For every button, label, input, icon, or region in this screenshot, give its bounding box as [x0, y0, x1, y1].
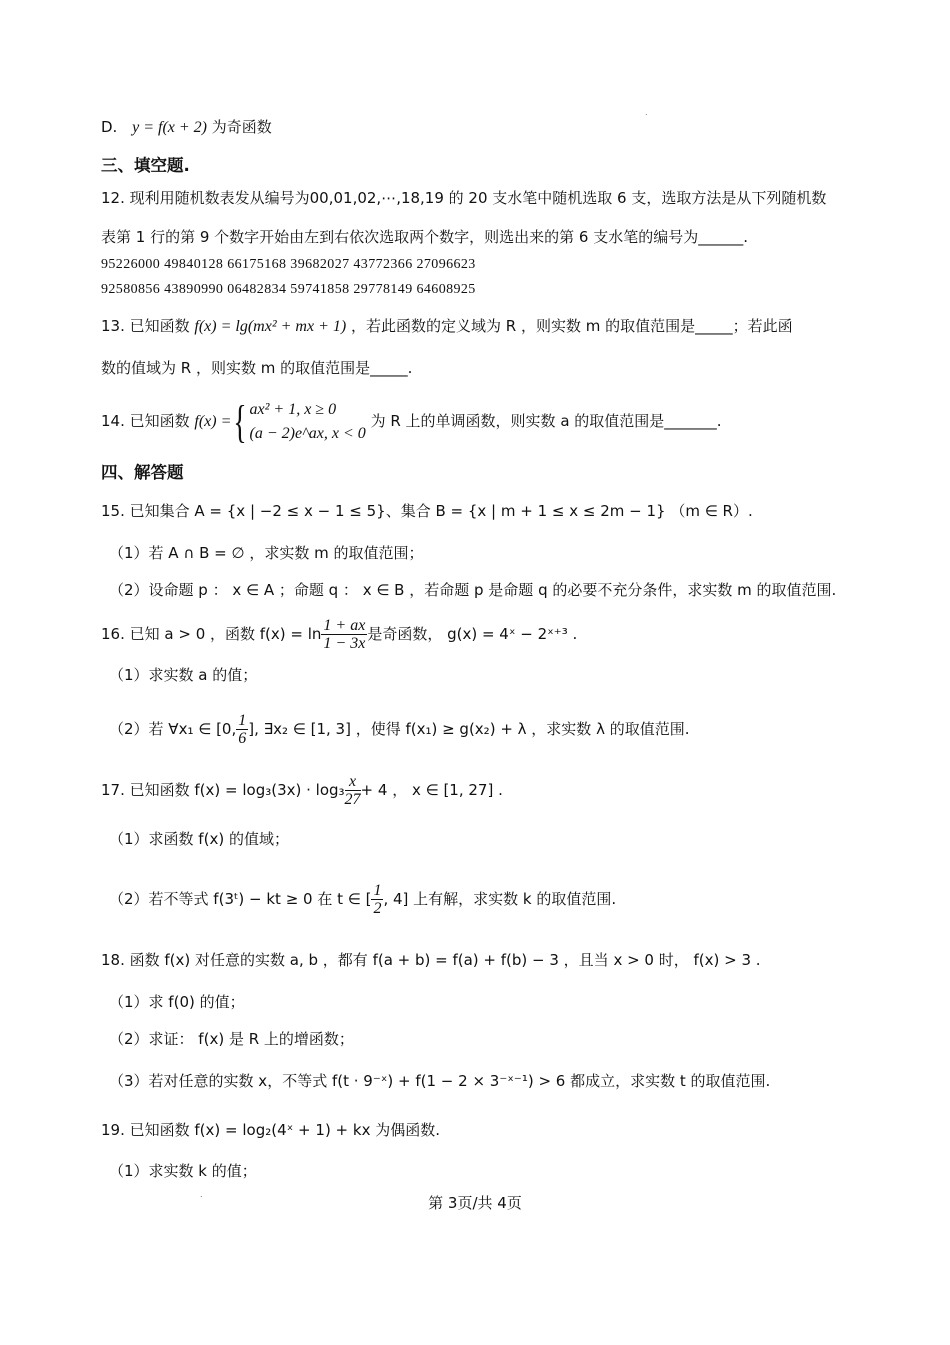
q17-prefix: 17. 已知函数 f(x) = log₃(3x) · log₃: [101, 781, 345, 799]
option-d: [101, 117, 272, 138]
q16-sub1: （1）求实数 a 的值；: [109, 666, 258, 684]
q17-sub2: [109, 879, 616, 919]
q16-sub2-b: ], ∃x₂ ∈ [1, 3] ，使得 f(x₁) ≥ g(x₂) + λ ，求实数 λ 的取值范围.: [248, 720, 690, 738]
q17-numerator: x: [345, 773, 361, 791]
piecewise-case-1: ax² + 1, x ≥ 0: [249, 400, 337, 418]
stray-dot-2: .: [200, 1190, 203, 1199]
q14-suffix: 为 R 上的单调函数，则实数 a 的取值范围是_______.: [370, 412, 722, 430]
q16-line: [101, 614, 577, 654]
q13-prefix: 13. 已知函数: [101, 317, 190, 335]
q18-sub2: （2）求证： f(x) 是 R 上的增函数；: [109, 1030, 354, 1048]
option-label: D.: [101, 118, 118, 136]
q16-prefix: 16. 已知 a > 0 ，函数 f(x) = ln: [101, 625, 322, 643]
q16-sub2-numerator: 1: [238, 712, 247, 729]
q17-sub2-fraction: [371, 882, 383, 917]
random-table-row-2: 92580856 43890990 06482834 59741858 29778149 64608925: [101, 282, 476, 297]
piecewise-cases: [250, 398, 366, 446]
q17-sub2-numerator: 1: [373, 882, 382, 899]
q17-suffix: + 4 ， x ∈ [1, 27] .: [360, 781, 503, 799]
q12-line1: 12. 现利用随机数表发从编号为00,01,02,⋯,18,19 的 20 支水笔中随机选取 6 支，选取方法是从下列随机数: [101, 189, 827, 207]
q12-line2: 表第 1 行的第 9 个数字开始由左到右依次选取两个数字，则选出来的第 6 支水笔的编号为______.: [101, 228, 749, 246]
section-heading-fill-blank: 三、填空题.: [101, 156, 190, 175]
q15-line: 15. 已知集合 A = {x | −2 ≤ x − 1 ≤ 5}、集合 B = {x | m + 1 ≤ x ≤ 2m − 1} （m ∈ R）.: [101, 502, 753, 520]
q17-denominator: 27: [344, 791, 361, 808]
q13-line1: [101, 316, 793, 337]
stray-dot: .: [645, 108, 648, 117]
q16-suffix: 是奇函数， g(x) = 4ˣ − 2ˣ⁺³ .: [367, 625, 578, 643]
left-brace-icon: {: [233, 395, 248, 447]
q16-sub2-a: （2）若 ∀x₁ ∈ [0,: [109, 720, 237, 738]
q18-line: 18. 函数 f(x) 对任意的实数 a, b ，都有 f(a + b) = f(a) + f(b) − 3 ，且当 x > 0 时， f(x) > 3 .: [101, 951, 761, 969]
q14-lhs: f(x) =: [194, 413, 232, 430]
q16-denominator: 1 − 3x: [323, 635, 366, 652]
q13-formula: f(x) = lg(mx² + mx + 1): [194, 318, 347, 335]
q16-fraction: [321, 617, 367, 652]
q16-sub2-denominator: 6: [238, 730, 247, 747]
q18-sub1: （1）求 f(0) 的值；: [109, 993, 245, 1011]
random-table-row-1: 95226000 49840128 66175168 39682027 43772366 27096623: [101, 257, 476, 272]
q19-sub1: （1）求实数 k 的值；: [109, 1162, 257, 1180]
q15-sub2: （2）设命题 p ： x ∈ A ；命题 q ： x ∈ B ，若命题 p 是命题 q 的必要不充分条件，求实数 m 的取值范围.: [109, 581, 837, 599]
piecewise-case-2: (a − 2)e^ax, x < 0: [249, 424, 366, 442]
q17-sub2-a: （2）若不等式 f(3ᵗ) − kt ≥ 0 在 t ∈ [: [109, 890, 372, 908]
q14-line: [101, 396, 722, 446]
option-text: 为奇函数: [211, 118, 272, 136]
q14-prefix: 14. 已知函数: [101, 412, 190, 430]
q17-sub1: （1）求函数 f(x) 的值域；: [109, 830, 289, 848]
q17-fraction: [345, 773, 361, 808]
q16-numerator: 1 + ax: [323, 617, 366, 634]
q19-line: 19. 已知函数 f(x) = log₂(4ˣ + 1) + kx 为偶函数.: [101, 1121, 440, 1139]
q16-sub2: [109, 709, 689, 749]
q17-sub2-denominator: 2: [373, 900, 382, 917]
page-footer: 第 3页/共 4页: [428, 1194, 522, 1212]
q17-line: [101, 770, 503, 810]
q15-sub1: （1）若 A ∩ B = ∅ ，求实数 m 的取值范围；: [109, 544, 424, 562]
q18-sub3: （3）若对任意的实数 x，不等式 f(t · 9⁻ˣ) + f(1 − 2 × 3⁻ˣ⁻¹) > 6 都成立，求实数 t 的取值范围.: [109, 1072, 771, 1090]
option-formula: y = f(x + 2): [132, 119, 208, 136]
q17-sub2-b: , 4] 上有解，求实数 k 的取值范围.: [383, 890, 617, 908]
q13-suffix: ，若此函数的定义域为 R ，则实数 m 的取值范围是_____；若此函: [351, 317, 793, 335]
q16-sub2-fraction: [236, 712, 248, 747]
section-heading-solve: 四、解答题: [101, 463, 184, 482]
q13-line2: 数的值域为 R ，则实数 m 的取值范围是_____.: [101, 359, 413, 377]
